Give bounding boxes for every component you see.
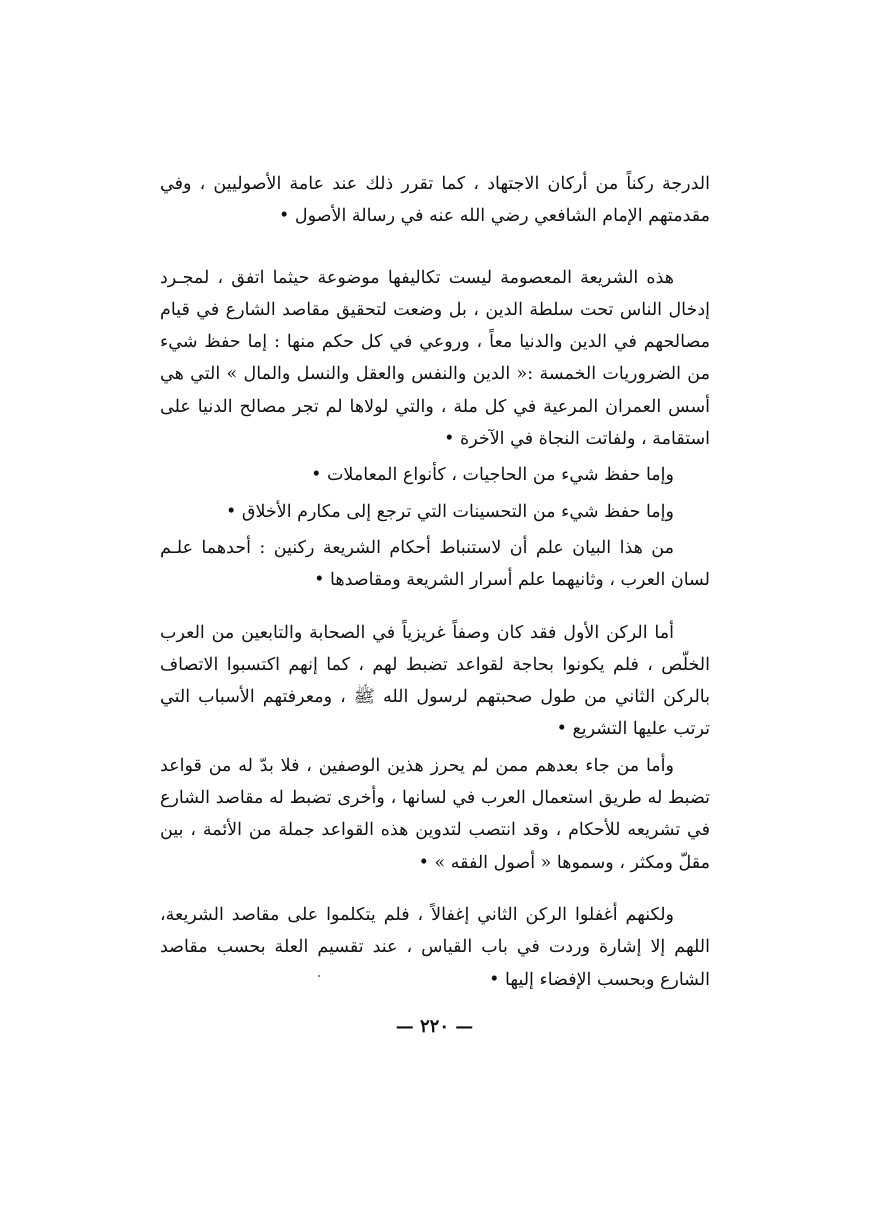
scan-speck (318, 975, 320, 977)
paragraph-6: أما الركن الأول فقد كان وصفاً غريزياً في الصحابة والتابعين من العرب الخلّص ، فلم يكونوا بحاجة لقواعد تضبط لهم ، كما إنهم اكتسبوا الاتصاف بالركن الثاني من طول صحبتهم لرسول الله ﷺ ، ومعرفتهم الأسباب التي ترتب عليها التشريع • (160, 622, 710, 740)
paragraph-3: وإما حفظ شيء من الحاجيات ، كأنواع المعاملات • (311, 465, 674, 486)
paragraph-5: من هذا البيان علم أن لاستنباط أحكام الشريعة ركنين : أحدهما علـم لسان العرب ، وثانيهما علم أسرار الشريعة ومقاصدها • (160, 537, 710, 591)
paragraph-7: وأما من جاء بعدهم ممن لم يحرز هذين الوصفين ، فلا بدّ له من قواعد تضبط له طريق استعمال العرب في لسانها ، وأخرى تضبط له مقاصد الشارع في تشريعه للأحكام ، وقد انتصب لتدوين هذه القواعد جملة من الأئمة ، بين مقلّ ومكثر ، وسموها « أصول الفقه » • (160, 755, 710, 873)
paragraph-4: وإما حفظ شيء من التحسينات التي ترجع إلى مكارم الأخلاق • (225, 501, 674, 522)
paragraph-2: هذه الشريعة المعصومة ليست تكاليفها موضوعة حيثما اتفق ، لمجـرد إدخال الناس تحت سلطة الدين ، بل وضعت لتحقيق مقاصد الشارع في قيام مصالحهم في الدين والدنيا معاً ، وروعي في كل حكم منها : إما حفظ شيء من الضروريات الخمسة :« الدين والنفس والعقل والنسل والمال » التي هي أسس العمران المرعية في كل ملة ، والتي لولاها لم تجر مصالح الدنيا على استقامة ، ولفاتت النجاة في الآخرة • (160, 267, 710, 450)
paragraph-1: الدرجة ركناً من أركان الاجتهاد ، كما تقرر ذلك عند عامة الأصوليين ، وفي مقدمتهم الإمام الشافعي رضي الله عنه في رسالة الأصول • (160, 174, 710, 227)
page-number: — ٢٢٠ — (395, 1016, 474, 1037)
body-text (160, 168, 710, 996)
paragraph-8: ولكنهم أغفلوا الركن الثاني إغفالاً ، فلم يتكلموا على مقاصد الشريعة، اللهم إلا إشارة وردت في باب القياس ، عند تقسيم العلة بحسب مقاصد الشارع وبحسب الإفضاء إليها • (160, 904, 710, 990)
